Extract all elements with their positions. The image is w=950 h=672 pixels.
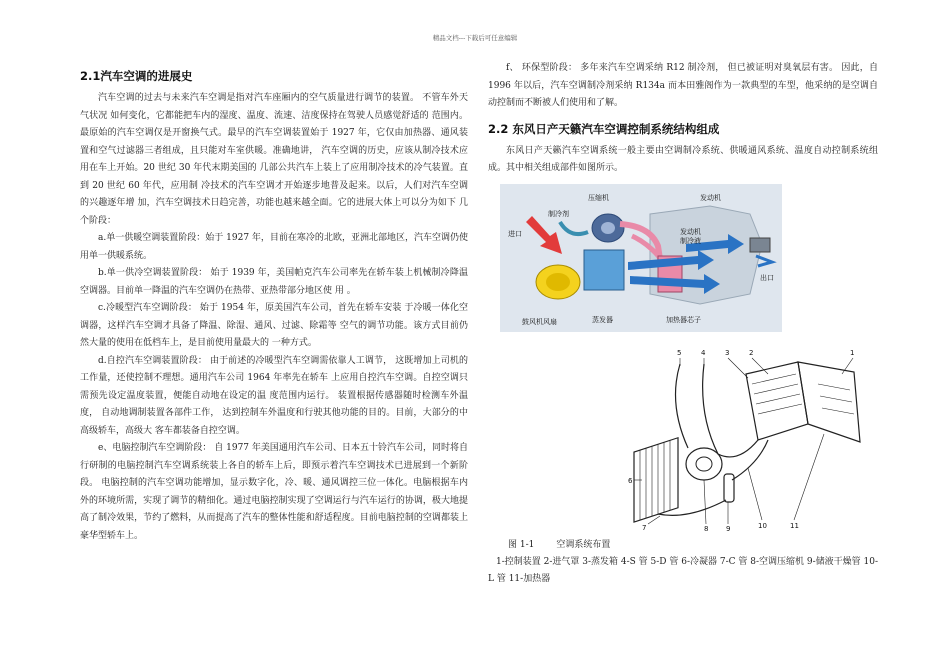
label-coolant-line2: 制冷液 <box>680 236 701 245</box>
ac-system-svg <box>500 184 782 332</box>
part-number-8: 8 <box>704 524 709 532</box>
ac-system-diagram <box>500 184 782 332</box>
caption-label: 图 1-1 <box>508 539 535 550</box>
label-evaporator: 蒸发器 <box>592 315 613 324</box>
leader-11 <box>794 434 824 520</box>
part-number-7: 7 <box>642 523 647 532</box>
part-number-11: 11 <box>790 521 799 530</box>
heater-fins <box>818 384 854 414</box>
blower-hub <box>546 273 570 291</box>
section-title-2-2: 2.2 东风日产天籁汽车空调控制系统结构组成 <box>488 121 720 136</box>
leader-3 <box>728 358 748 378</box>
paragraph-a: a.单一供暖空调装置阶段：始于 1927 年，目前在寒冷的北欧，亚洲北部地区，汽车空调仍使用单一供暖系统。 <box>80 233 468 261</box>
caption-title-row <box>488 537 878 554</box>
ac-layout-svg <box>628 344 878 532</box>
section-title-2-1: 2.1汽车空调的进展史 <box>80 69 193 83</box>
l-pipe-drawing <box>732 440 768 480</box>
part-number-2: 2 <box>749 348 754 357</box>
c-pipe-drawing <box>658 500 726 515</box>
label-compressor: 压缩机 <box>588 193 609 202</box>
ac-layout-drawing <box>628 344 878 532</box>
label-inlet: 进口 <box>508 229 522 238</box>
part-number-1: 1 <box>850 348 855 357</box>
s-pipe-drawing <box>703 364 758 457</box>
label-outlet: 出口 <box>760 273 774 282</box>
label-coolant-line1: 发动机 <box>680 227 701 236</box>
paragraph-d: d.自控汽车空调装置阶段： 由于前述的冷暖型汽车空调需依靠人工调节， 这既增加上司机的工作量，还使控制不理想。通用汽车公司 1964 年率先在轿车 上应用自控汽车空调。自控空调只需预先设定温度装置，便能自动地在设定的温 度范围内运行。 装置根据传感器随时检测车外温度， 自动地调制装置各部件工作， 达到控制车外温度和行驶其他功能的目的。目前，大部分的中高级轿车，高级大 客车都装备自控空调。 <box>80 355 468 436</box>
label-blower: 鼓风机风扇 <box>522 317 557 326</box>
paragraph-e: e、电脑控制汽车空调阶段： 自 1977 年美国通用汽车公司、日本五十铃汽车公司，同时将自行研制的电脑控制汽车空调系统装上各自的轿车上后，即预示着汽车空调技术已进展到一个新阶段。 电脑控制的汽车空调功能增加，显示数字化，冷、暖、通风调控三位一体化。电脑根据车内外的环境所需，实现了调节的精细化。通过电脑控制实现了空调运行与汽车运行的协调，极大地提高了制冷效果，节约了燃料，从而提高了汽车的整体性能和舒适程度。目前电脑控制的空调都装上豪华型轿车上。 <box>80 443 468 541</box>
caption-title: 空调系统布置 <box>556 539 611 550</box>
part-number-3: 3 <box>725 348 730 357</box>
evaporator-fins <box>752 374 802 414</box>
part-number-6: 6 <box>628 476 633 485</box>
part-number-4: 4 <box>701 348 706 357</box>
part-number-9: 9 <box>726 524 731 532</box>
receiver-drier-drawing <box>724 474 734 502</box>
compressor-pulley <box>696 457 712 471</box>
page-header: 精品文档---下载后可任意编辑 <box>432 34 518 42</box>
figure-caption <box>488 537 878 588</box>
paragraph-c: c.冷暖型汽车空调阶段： 始于 1954 年，原美国汽车公司，首先在轿车安装 于冷暖一体化空调器，这样汽车空调才具备了降温、除湿、通风、过滤、除霜等 空气的调节功能。该方式目前仍然大量的使用在低档车上，是目前使用量最大的 一种方式。 <box>80 303 468 348</box>
leader-10 <box>748 468 762 520</box>
leader-8 <box>704 480 706 524</box>
part-number-5: 5 <box>677 348 682 357</box>
refrigerant-tube <box>560 222 588 234</box>
evaporator-box-drawing <box>746 362 808 440</box>
paragraph-intro: 汽车空调的过去与未来汽车空调是指对汽车座厢内的空气质量进行调节的装置。 不管车外天气状况 如何变化，它都能把车内的湿度、温度、流速、洁度保持在驾驶人员感觉舒适的 范围内。 最原始的汽车空调仅是开窗换气式。最早的汽车空调装置始于 1927 年，它仅由加热器、通风装置和空气过滤器三者组成，且只能对车室供暖。准确地讲， 汽车空调的历史，应该从制冷技术应用在车上开始。20 世纪 30 年代末期美国的 几部公共汽车上装上了应用制冷技术的冷气装置。直到 20 世纪 60 年代，应用制 冷技术的汽车空调才开始逐步地普及起来。以后，人们对汽车空调的兴趣逐年增 加，汽车空调技术日趋完善，功能也越来越全面。它的进展大体上可以分为如下 几个阶段： <box>80 93 468 226</box>
paragraph-f: f、 环保型阶段： 多年来汽车空调采纳 R12 制冷剂， 但已被证明对臭氧层有害。 因此，自 1996 年以后，汽车空调制冷剂采纳 R134a 而本田雅阁作为一款典型的车型，他采纳的是空调自动控制而不断被人们使用和了解。 <box>488 63 878 108</box>
caption-legend: 1-控制装置 2-进气罩 3-蒸发箱 4-S 管 5-D 管 6-冷凝器 7-C 管 8-空调压缩机 9-储液干燥管 10-L 管 11-加热器 <box>488 556 878 584</box>
d-pipe-drawing <box>676 364 689 448</box>
right-column <box>488 60 878 588</box>
compressor-drawing <box>686 448 722 480</box>
part-number-10: 10 <box>758 521 767 530</box>
label-refrigerant: 制冷剂 <box>548 209 569 218</box>
paragraph-b: b.单一供冷空调装置阶段： 始于 1939 年，美国帕克汽车公司率先在轿车装上机械制冷降温空调器。目前单一降温的汽车空调仍在热带、亚热带部分地区使 用 。 <box>80 268 468 296</box>
evaporator-shape <box>584 250 624 290</box>
label-engine: 发动机 <box>700 193 721 202</box>
compressor-hub <box>601 222 615 234</box>
paragraph-section2: 东风日产天籁汽车空调系统一般主要由空调制冷系统、供暖通风系统、温度自动控制系统组成。其中相关组成部件如图所示。 <box>488 145 878 173</box>
inlet-arrow <box>526 216 562 254</box>
outlet-vent <box>750 238 770 252</box>
left-column <box>80 68 468 545</box>
label-heater-core: 加热器芯子 <box>666 315 701 324</box>
